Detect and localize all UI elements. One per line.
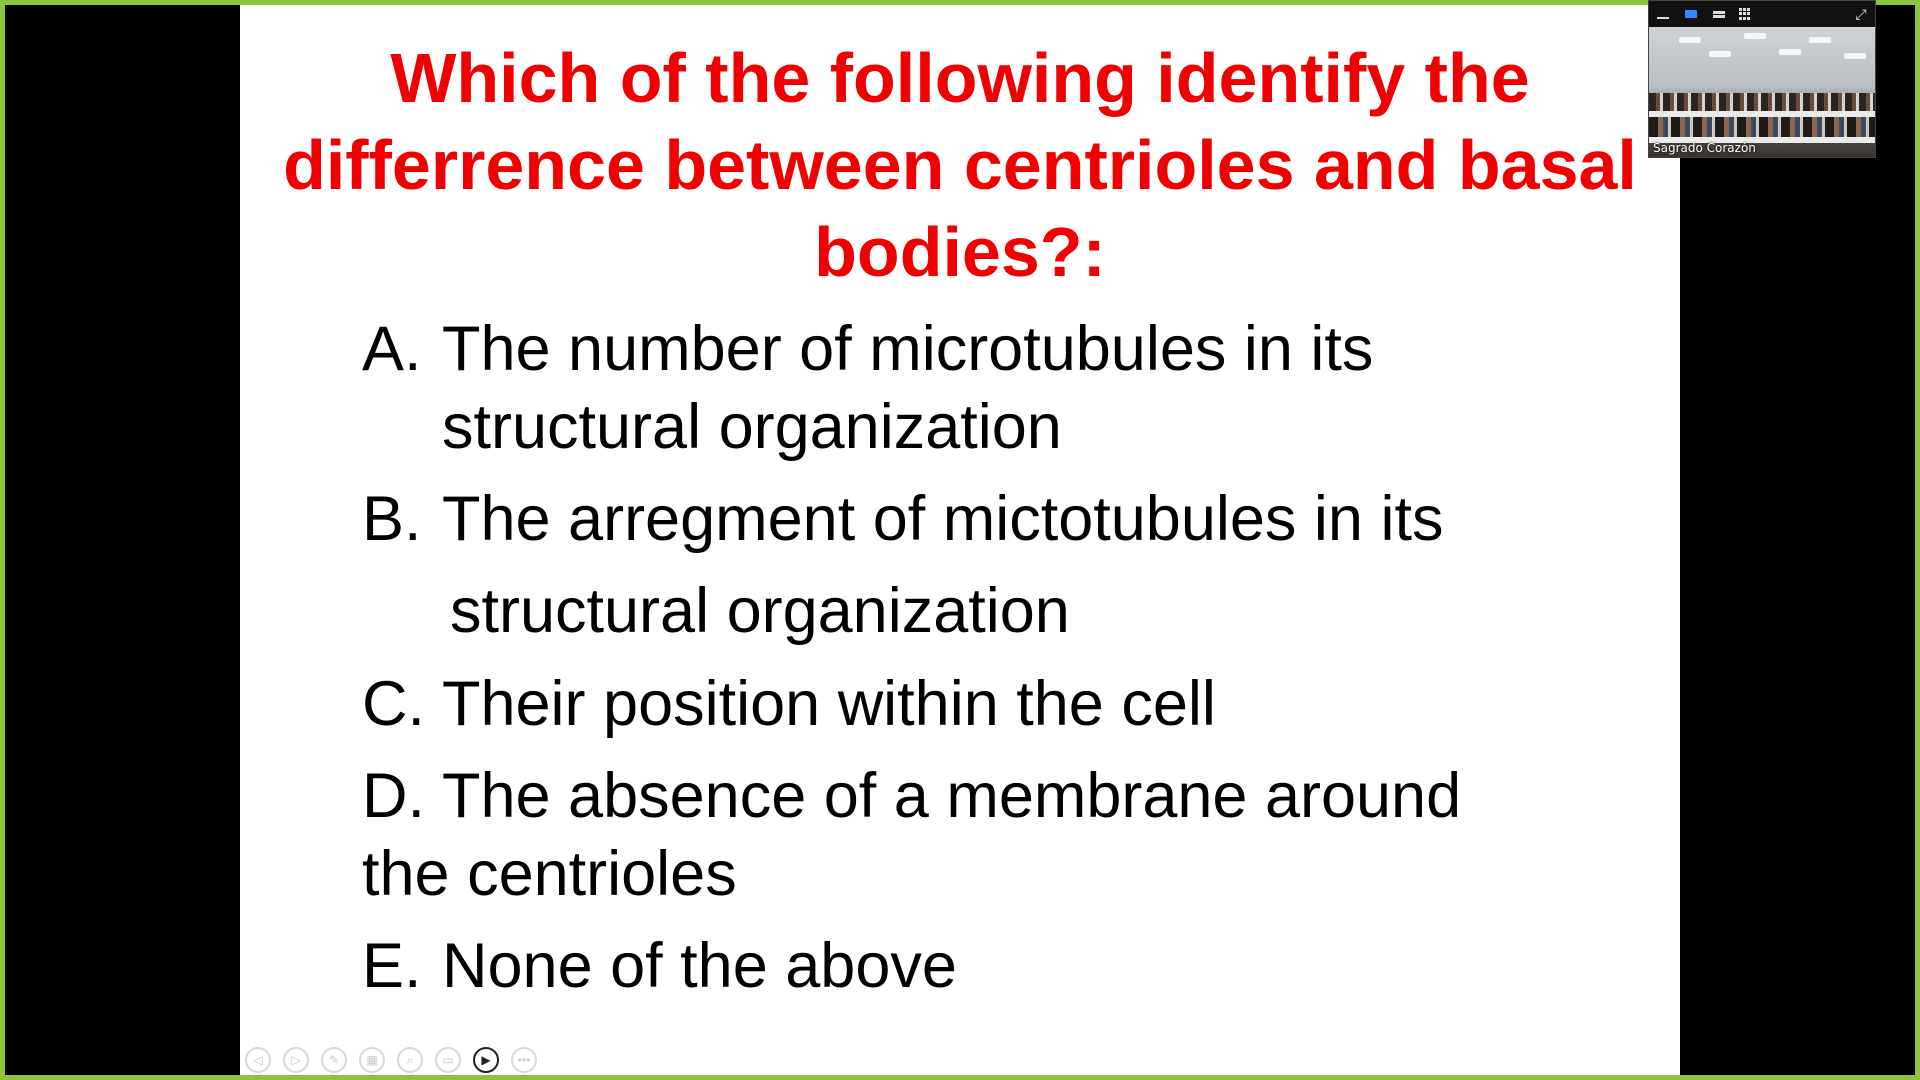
option-d-text-line2: the centrioles (362, 839, 737, 909)
option-b-text-line2: structural organization (450, 576, 1070, 646)
participant-name: Sagrado Corazón (1653, 141, 1756, 155)
pen-icon[interactable]: ✎ (321, 1047, 347, 1073)
option-c (362, 665, 1216, 743)
camera-icon[interactable]: ▶ (473, 1047, 499, 1073)
previous-slide-icon[interactable]: ◁ (245, 1047, 271, 1073)
participant-video-tile[interactable] (1648, 0, 1876, 158)
next-slide-icon[interactable]: ▷ (283, 1047, 309, 1073)
option-c-letter: C. (362, 669, 425, 739)
option-a-text-line2: structural organization (442, 392, 1062, 462)
option-b-letter: B. (362, 484, 422, 554)
slideshow-toolbar (245, 1047, 537, 1073)
option-d-letter: D. (362, 761, 425, 831)
option-a-letter: A. (362, 314, 422, 384)
strip-view-icon[interactable] (1711, 8, 1727, 20)
option-b (362, 480, 1443, 650)
subtitles-icon[interactable]: ▭ (435, 1047, 461, 1073)
option-e-letter: E. (362, 931, 422, 1001)
option-a (362, 310, 1373, 466)
option-c-text-line1: Their position within the cell (442, 669, 1216, 739)
option-e-text-line1: None of the above (442, 931, 957, 1001)
option-d-text-line1: The absence of a membrane around (442, 761, 1462, 831)
presentation-slide (240, 5, 1680, 1075)
gallery-view-icon[interactable] (1739, 8, 1750, 20)
expand-icon[interactable]: ⤢ (1855, 5, 1867, 22)
option-e (362, 927, 957, 1005)
option-a-text-line1: The number of microtubules in its (442, 314, 1374, 384)
video-view-controls (1649, 1, 1875, 27)
option-d (362, 757, 1461, 913)
participant-video (1649, 27, 1875, 157)
option-b-text-line1: The arregment of mictotubules in its (442, 484, 1444, 554)
slide-title: Which of the following identify the differrence between centrioles and basal bodies?: (283, 39, 1637, 291)
minimize-icon[interactable] (1655, 8, 1671, 20)
more-options-icon[interactable]: ••• (511, 1047, 537, 1073)
slide-grid-icon[interactable]: ▦ (359, 1047, 385, 1073)
zoom-icon[interactable]: ⌕ (397, 1047, 423, 1073)
speaker-view-icon[interactable] (1683, 8, 1699, 20)
